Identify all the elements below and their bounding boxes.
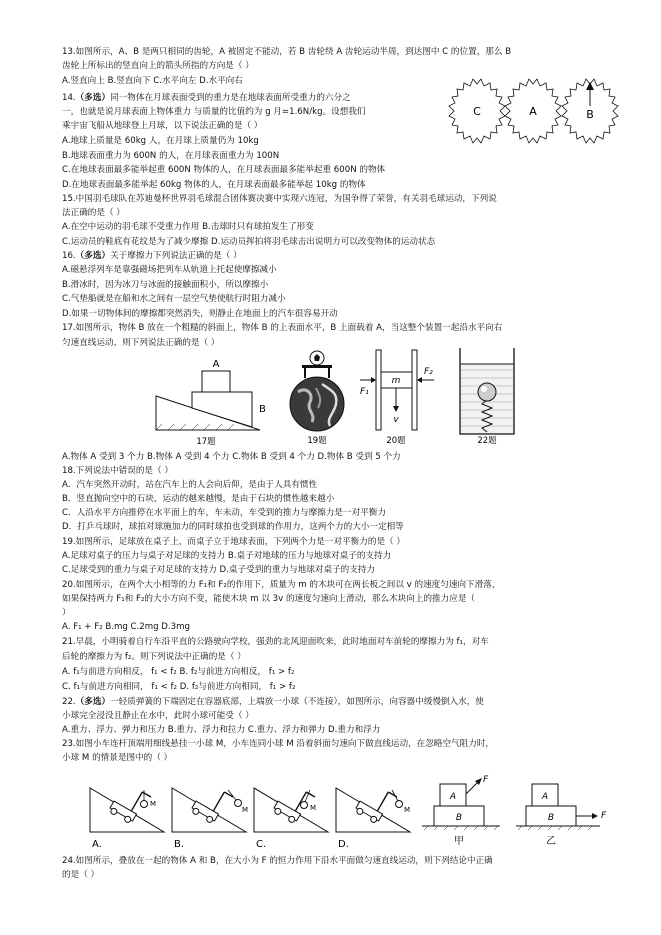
caption-22: 22题 <box>477 436 497 446</box>
q14-option-c: C.在地球表面最多能举起重 600N 物体的人，在月球表面最多能举起重 600N 的物体 <box>62 165 386 175</box>
q14-option-b: B.地球表面重力为 600N 的人，在月球表面重力为 100N <box>62 151 280 161</box>
q16-option-c: C.气垫船就是在船和水之间有一层空气垫使航行时阻力减小 <box>62 294 286 304</box>
q21-stem-2: 后轮的摩擦力为 f₂。则下列说法中正确的是（ ） <box>62 652 246 662</box>
caption-20: 20题 <box>386 436 406 446</box>
q22-stem-2: 小球完全浸没且静止在水中，此时小球可能受（ ） <box>62 711 254 721</box>
figure-23-carts <box>88 768 418 850</box>
label-f2: F₂ <box>424 367 433 377</box>
label-jia: 甲 <box>454 836 464 847</box>
cart-label-b: B. <box>174 839 185 850</box>
q18-stem: 18.下列说法中错误的是（ ） <box>62 466 173 476</box>
q20-stem-2: 如果保持两力 F₁和 F₂的大小方向不变，能使木块 m 以 3v 的速度匀速向上滑动，那么木块向上的推力应是（ <box>62 594 476 604</box>
jia-label-f: F <box>483 775 489 785</box>
q16-option-d: D.如果一切物体间的摩擦都突然消失，则静止在地面上的汽车很容易开动 <box>62 309 338 319</box>
figure-19-earth <box>286 348 348 446</box>
q19-options-ab: A.足球对桌子的压力与桌子对足球的支持力 B.桌子对地球的压力与地球对桌子的支持力 <box>62 551 392 561</box>
q19-options-cd: C.足球受到的重力与桌子对足球的支持力 D.桌子受到的重力与地球对桌子的支持力 <box>62 565 376 575</box>
caption-19: 19题 <box>307 436 327 446</box>
label-m: m <box>391 376 401 386</box>
q22-stem-1: 22.（多选）一轻质弹簧的下端固定在容器底部，上端放一小球（不连接），如图所示，向容器中缓慢倒入水，使 <box>62 697 484 707</box>
cart-option-c <box>254 782 328 850</box>
stack-jia <box>422 775 500 847</box>
q15-stem-2: 法正确的是（ ） <box>62 208 125 218</box>
q18-option-d: D．打乒乓球时，球拍对球施加力的同时球拍也受到球的作用力，这两个力的大小一定相等 <box>62 522 404 532</box>
q14-option-a: A.地球上质量是 60kg 人，在月球上质量仍为 10kg <box>62 136 259 146</box>
ball-label-b: M <box>242 806 249 814</box>
q15-stem-1: 15.中国羽毛球队在苏迪曼杯世界羽毛球混合团体赛决赛中实现六连冠，为国争得了荣誉，有关羽毛球运动，下列说 <box>62 194 497 204</box>
q14-multi-tag: （多选） <box>75 93 111 103</box>
q20-options: A. F₁ + F₂ B.mg C.2mg D.3mg <box>62 622 190 632</box>
q24-stem-1: 24.如图所示，叠放在一起的物体 A 和 B，在大小为 F 的恒力作用下沿水平面做匀速直线运动，则下列结论中正确 <box>62 856 493 866</box>
cart-label-a: A. <box>92 839 102 850</box>
q16-option-b: B.滑冰时，因为冰刀与冰面的接触面积小，所以摩擦小 <box>62 280 269 290</box>
q20-stem-1: 20.如图所示，在两个大小相等的力 F₁和 F₂的作用下，质量为 m 的木块可在两长板之间以 v 的速度匀速向下滑落， <box>62 580 501 590</box>
q17-stem-1: 17.如图所示，物体 B 放在一个粗糙的斜面上，物体 B 的上表面水平，B 上面载着 A，当这整个装置一起沿水平向右 <box>62 323 503 333</box>
q16-multi-tag: （多选） <box>75 251 111 261</box>
label-f1: F₁ <box>360 387 369 397</box>
ball-label-c: M <box>310 804 317 812</box>
gear-figure <box>438 78 628 148</box>
gear-c-label: C <box>473 105 481 118</box>
q23-stem-1: 23.如图小车连杆顶端用细线悬挂一小球 M，小车连同小球 M 沿着斜面匀速向下做直线运动，在忽略空气阻力时， <box>62 739 495 749</box>
q14-option-d: D.在地球表面最多能举起 60kg 物体的人，在月球表面最多能举起 10kg 的物体 <box>62 180 366 190</box>
q16-option-a: A.磁悬浮列车是靠强磁场把列车从轨道上托起使摩擦减小 <box>62 265 277 275</box>
label-yi: 乙 <box>546 836 556 847</box>
q14-stem-1: 14.（多选）同一物体在月球表面受到的重力是在地球表面所受重力的六分之 <box>62 93 351 103</box>
q13-stem-1: 13.如图所示，A、B 是两只相同的齿轮，A 被固定不能动，若 B 齿轮绕 A 齿轮运动半周，到达图中 C 的位置，那么 B <box>62 47 512 57</box>
q18-option-c: C．人沿水平方向推停在水平面上的车，车未动，车受到的推力与摩擦力是一对平衡力 <box>62 508 386 518</box>
q22-options: A.重力、浮力、弹力和压力 B.重力、浮力和拉力 C.重力、浮力和弹力 D.重力和浮力 <box>62 725 381 735</box>
jia-label-a: A <box>449 792 457 802</box>
cart-label-c: C. <box>256 839 267 850</box>
q19-stem: 19.如图所示，足球放在桌子上，而桌子立于地球表面，下列两个力是一对平衡力的是（ ） <box>62 537 405 547</box>
ball-label-a: M <box>150 800 157 808</box>
cart-option-b <box>172 782 248 850</box>
yi-label-b: B <box>547 813 555 823</box>
q13-options: A.竖直向上 B.竖直向下 C.水平向左 D.水平向右 <box>62 76 243 86</box>
gear-a-label: A <box>529 105 537 118</box>
ball-label-d: M <box>404 806 411 814</box>
block-a <box>202 371 230 392</box>
q23-stem-2: 小球 M 的情景是图中的（ ） <box>62 753 173 763</box>
q17-options: A.物体 A 受到 3 个力 B.物体 A 受到 4 个力 C.物体 B 受到 4 个力 D.物体 B 受到 5 个力 <box>62 452 401 462</box>
q15-options-ab: A.在空中运动的羽毛球不受重力作用 B.击球时只有球拍发生了形变 <box>62 222 314 232</box>
q21-options-ab: A. f₁与前进方向相反， f₁ < f₂ B. f₂与前进方向相反， f₁ > f₂ <box>62 667 295 677</box>
q13-stem-2: 齿轮上所标出的竖直向上的箭头所指的方向是（ ） <box>62 61 254 71</box>
q14-stem-2: 一，也就是说月球表面上物体重力 与质量的比值约为 g 月=1.6N/kg。设想我们 <box>62 107 366 117</box>
caption-17: 17题 <box>196 437 216 447</box>
figure-24-stacked-blocks <box>420 772 620 850</box>
jia-label-b: B <box>455 813 463 823</box>
q21-stem-1: 21.早晨，小明骑着自行车沿平直的公路驶向学校，强劲的北风迎面吹来，此时地面对车前轮的摩擦力为 f₁，对车 <box>62 637 489 647</box>
cart-label-d: D. <box>338 839 349 850</box>
q18-option-b: B．竖直抛向空中的石块，运动的越来越慢，是由于石块的惯性越来越小 <box>62 494 335 504</box>
q15-options-cd: C.运动员的鞋底有花纹是为了减少摩擦 D.运动员挥拍将羽毛球击出说明力可以改变物体的运动状态 <box>62 237 436 247</box>
q21-options-cd: C. f₁与前进方向相同， f₁ < f₂ D. f₂与前进方向相同， f₁ > f₂ <box>62 682 296 692</box>
label-a: A <box>212 359 220 370</box>
yi-label-a: A <box>541 792 549 802</box>
q17-stem-2: 匀速直线运动，则下列说法正确的是（ ） <box>62 338 220 348</box>
q20-stem-3: ） <box>62 608 71 618</box>
stack-yi <box>516 784 607 847</box>
q14-stem-3: 乘宇宙飞船从地球登上月球，以下说法正确的是（ ） <box>62 121 263 131</box>
cart-option-d <box>336 782 410 850</box>
figure-20-boards <box>356 346 446 446</box>
label-v: v <box>393 415 399 425</box>
q22-multi-tag: （多选） <box>75 697 111 707</box>
q18-option-a: A．汽车突然开动时，站在汽车上的人会向后仰，是由于人具有惯性 <box>62 480 318 490</box>
ball <box>478 383 496 401</box>
cart-option-a <box>90 782 164 850</box>
q24-stem-2: 的是（ ） <box>62 870 100 880</box>
q16-stem: 16.（多选）关于摩擦力下列说法正确的是（ ） <box>62 251 242 261</box>
figure-22-beaker <box>454 346 520 446</box>
label-b: B <box>259 404 266 415</box>
gear-b-label: B <box>586 108 594 121</box>
figure-17-incline <box>148 352 268 447</box>
yi-label-f: F <box>601 811 607 821</box>
